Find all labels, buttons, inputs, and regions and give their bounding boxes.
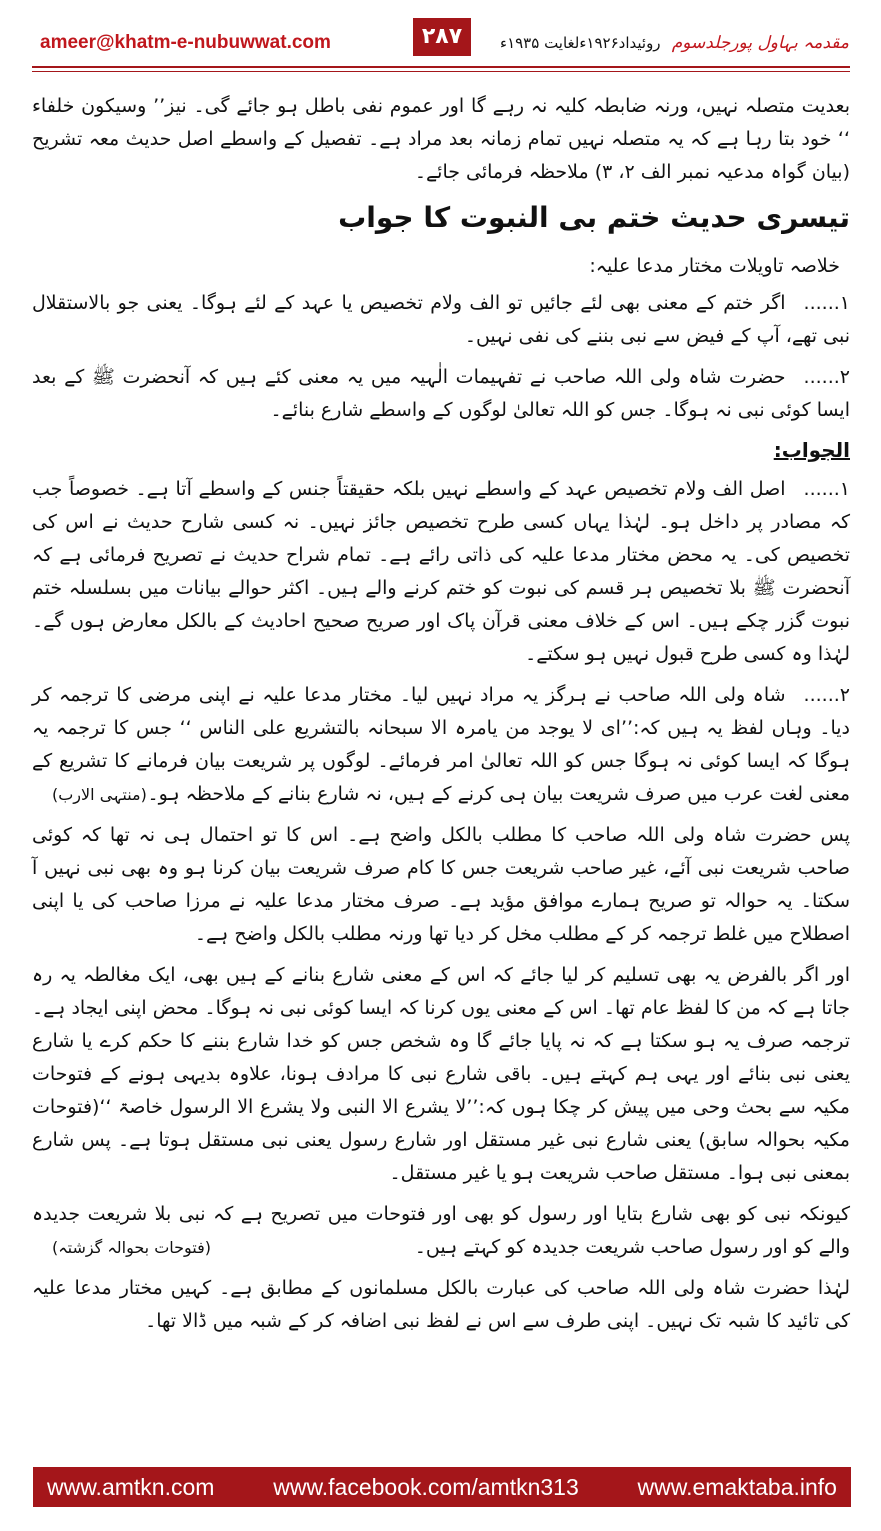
paragraph-4: اور اگر بالفرض یہ بھی تسلیم کر لیا جائے کہ اس کے معنی شارع بنانے کے ہیں بھی، ایک مغالطہ یہ رہ جاتا ہے کہ من کا لفظ عام تھا۔ اس کے معنی یوں کرنا کہ ایسا کوئی نبی نہ ہوگا۔ محض اپنی ایجاد ہے۔ ترجمہ صرف یہ ہو سکتا ہے کہ نہ پایا جائے گا وہ شخص جس کو خدا شارع بننے کا حکم کرے یا شارع یعنی نبی بنائے اور یہی ہم کہتے ہیں۔ باقی شارع نبی کا مرادف ہونا، علاوہ بدیہی ہونے کے فتوحات مکیہ سے بحث وحی میں پیش کر چکا ہوں کہ:’’لا یشرع الا النبی ولا یشرع الا الرسول خاصۃ ‘‘(فتوحات مکیہ بحوالہ سابق) یعنی شارع نبی غیر مستقل اور شارع رسول یعنی نبی مستقل ہوتا ہے۔ پس شارع بمعنی نبی ہوا۔ مستقل صاحب شریعت ہو یا غیر مستقل۔ (32, 964, 850, 1184)
point-number: ۱...... (803, 292, 850, 314)
answer-point-2 (32, 679, 850, 811)
header-rule (32, 66, 850, 68)
summary-title: خلاصہ تاویلات مختار مدعا علیہ: (589, 255, 840, 277)
footer-link-amtkn[interactable]: www.amtkn.com (47, 1473, 215, 1500)
page-body (32, 90, 850, 1346)
page-header (0, 0, 881, 62)
point-text: اگر ختم کے معنی بھی لئے جائیں تو الف ولام تخصیص یا عہد کے لئے ہوگا۔ یعنی جو بالاستقلال نبی تھے، آپ کے فیض سے نبی بننے کی نفی نہیں۔ (32, 292, 850, 347)
point-number: ۲...... (803, 366, 850, 388)
reference-note: (فتوحات بحوالہ گزشتہ) (52, 1238, 212, 1257)
footer-bar (33, 1467, 851, 1507)
section-heading: تیسری حدیث ختم بی النبوت کا جواب (338, 201, 850, 234)
point-text: شاہ ولی اللہ صاحب نے ہرگز یہ مراد نہیں لیا۔ مختار مدعا علیہ نے اپنی مرضی کا ترجمہ کر دیا۔ وہاں لفظ یہ ہیں کہ:’’ای لا یوجد من یامرہ الا سبحانہ بالتشریع علی الناس ‘‘ جس کا ترجمہ یہ ہوگا کہ ایسا کوئی نہ ہوگا جس کو اللہ تعالیٰ امر فرمائے۔ لوگوں پر شریعت بیان فرمانے کا تشریع کے معنی لغت عرب میں صرف شریعت بیان ہی کرنے کے ہیں، نہ شارع بنانے کے ملاحظہ ہو۔ (32, 684, 850, 805)
paragraph-6: لہٰذا حضرت شاہ ولی اللہ صاحب کی عبارت بالکل مسلمانوں کے مطابق ہے۔ کہیں مختار مدعا علیہ کی تائید کا شبہ تک نہیں۔ اپنی طرف سے اس نے لفظ نبی اضافہ کر کے شبہ میں ڈالا تھا۔ (32, 1277, 850, 1332)
summary-point-2 (32, 361, 850, 427)
paragraph-3: پس حضرت شاہ ولی اللہ صاحب کا مطلب بالکل واضح ہے۔ اس کا تو احتمال ہی نہ تھا کہ کوئی صاحب شریعت نبی آئے، غیر صاحب شریعت جس کا کام صرف شریعت بیان کرنا ہو وہ بھی نبی نہیں آ سکتا۔ یہ حوالہ تو صریح ہمارے موافق مؤید ہے۔ صرف مختار مدعا علیہ نے مرزا صاحب کی یا اپنی اصطلاح میں غلط ترجمہ کر کے مطلب مخل کر دیا تھا ورنہ مطلب بالکل واضح ہے۔ (32, 824, 850, 945)
header-book-title: مقدمہ بہاول پورجلدسوم (671, 33, 849, 53)
header-email[interactable]: ameer@khatm-e-nubuwwat.com (40, 32, 331, 53)
page-number-badge: ۲۸۷ (413, 18, 471, 56)
paragraph-5 (32, 1198, 850, 1264)
reference-note: (منتہی الارب) (52, 785, 147, 804)
point-text: اصل الف ولام تخصیص عہد کے واسطے نہیں بلکہ حقیقتاً جنس کے واسطے آتا ہے۔ خصوصاً جب کہ مصادر پر داخل ہو۔ لہٰذا یہاں کسی طرح تخصیص جائز نہیں۔ نہ کسی شارح حدیث نے اس کی تخصیص کی۔ یہ محض مختار مدعا علیہ کی ذاتی رائے ہے۔ تمام شراح حدیث نے تصریح فرمائی ہے کہ آنحضرت ﷺ بلا تخصیص ہر قسم کی نبوت کو ختم کرنے والے ہیں۔ اکثر حوالے بیانات میں بسلسلہ ختم نبوت گزر چکے ہیں۔ اس کے خلاف معنی قرآن پاک اور صریح صحیح احادیث کے بالکل معارض ہوں گے۔ لہٰذا وہ کسی طرح قبول نہیں ہو سکتے۔ (32, 478, 850, 665)
header-rule-thin (32, 71, 850, 72)
point-number: ۲...... (803, 684, 850, 706)
intro-paragraph: بعدیت متصلہ نہیں، ورنہ ضابطہ کلیہ نہ رہے گا اور عموم نفی باطل ہو جائے گی۔ نیز’’ وسیکون خلفاء ‘‘ خود بتا رہا ہے کہ یہ متصلہ نہیں تمام زمانہ بعد مراد ہے۔ تفصیل کے واسطے اصل حدیث معہ تشریح (بیان گواہ مدعیہ نمبر الف ۲، ۳) ملاحظہ فرمائی جائے۔ (32, 95, 850, 183)
footer-link-facebook[interactable]: www.facebook.com/amtkn313 (273, 1473, 579, 1500)
header-date-range: روئیداد۱۹۲۶ءلغایت ۱۹۳۵ء (500, 34, 661, 52)
answer-label: الجواب: (773, 438, 850, 462)
paragraph-text: کیونکہ نبی کو بھی شارع بتایا اور رسول کو بھی اور فتوحات میں تصریح ہے کہ نبی بلا شریعت جدیدہ والے کو اور رسول صاحب شریعت جدیدہ کو کہتے ہیں۔ (32, 1203, 850, 1258)
footer-link-emaktaba[interactable]: www.emaktaba.info (637, 1473, 837, 1500)
point-text: حضرت شاہ ولی اللہ صاحب نے تفہیمات الٰہیہ میں یہ معنی کئے ہیں کہ آنحضرت ﷺ کے بعد ایسا کوئی نبی نہ ہوگا۔ جس کو اللہ تعالیٰ لوگوں کے واسطے شارع بنائے۔ (32, 366, 850, 421)
answer-point-1 (32, 473, 850, 671)
point-number: ۱...... (803, 478, 850, 500)
summary-point-1 (32, 287, 850, 353)
